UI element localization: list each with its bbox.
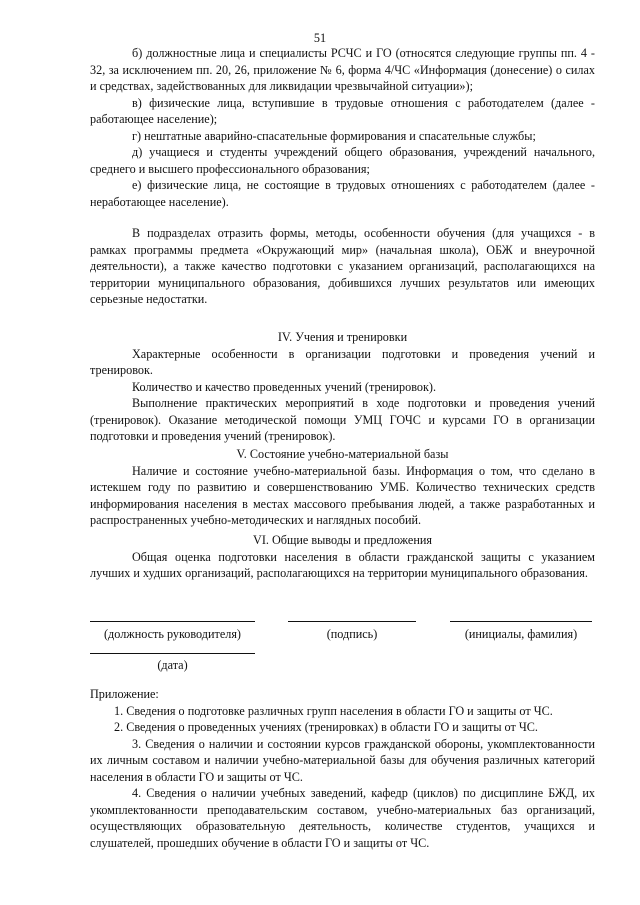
signature-caption: (подпись) [326, 627, 378, 641]
group-b: б) должностные лица и специалисты РСЧС и ГО (относятся следующие группы пп. 4 - 32, за исключением пп. 20, 26, приложение № 6, форма 4/ЧС «Информация (донесение) о силах и средствах, задействованных для ликвидации чрезвычайной ситуации»); [90, 46, 595, 93]
group-g: г) нештатные аварийно-спасательные формирования и спасательные службы; [132, 128, 536, 143]
section-6-title: VI. Общие выводы и предложения [253, 533, 432, 547]
section-5 [90, 446, 595, 529]
subsections-note [90, 225, 595, 308]
appendix [90, 686, 595, 851]
section-5-title: V. Состояние учебно-материальной базы [236, 447, 449, 461]
section-6-paragraph: Общая оценка подготовки населения в области гражданской защиты с указанием лучших и худших организаций, располагающихся на территории муниципального образования. [90, 549, 595, 580]
group-e: е) физические лица, не состоящие в трудовых отношениях с работодателем (далее - неработающее население). [90, 178, 595, 209]
section-4-paragraph: Выполнение практических мероприятий в ходе подготовки и проведения учений (тренировок). Оказание методической помощи УМЦ ГОЧС и курсами ГО в организации подготовки и проведения учений (тренировок). [90, 396, 595, 443]
signature-line [288, 621, 416, 622]
name-line [450, 621, 592, 622]
group-v: в) физические лица, вступившие в трудовые отношения с работодателем (далее - работающее население); [90, 95, 595, 126]
appendix-label: Приложение: [90, 687, 159, 701]
section-4-paragraph: Количество и качество проведенных учений (тренировок). [132, 379, 436, 394]
date-line [90, 653, 255, 654]
position-line [90, 621, 255, 622]
appendix-item: 3. Сведения о наличии и состоянии курсов гражданской обороны, укомплектованности их личным составом и наличии учебно-материальной базы для обучения различных категорий населения в области ГО и защиты от ЧС. [90, 736, 595, 784]
population-groups-list [90, 45, 595, 210]
section-4-paragraph: Характерные особенности в организации подготовки и проведения учений и тренировок. [90, 346, 595, 377]
appendix-item: 4. Сведения о наличии учебных заведений, кафедр (циклов) по дисциплине БЖД, их укомплектованности преподавательским составом, учебно-материальных баз организаций, осуществляющих образовательную деятельность, количестве студентов, учащихся и слушателей, прошедших обучение в области ГО и защиты от ЧС. [90, 786, 595, 850]
section-6 [90, 532, 595, 582]
subsections-paragraph: В подразделах отразить формы, методы, особенности обучения (для учащихся - в рамках программы предмета «Окружающий мир» (начальная школа), ОБЖ и внеурочной деятельности), а также качество подготовки с указанием организаций, располагающихся на территории муниципального образования, добившихся лучших результатов или имеющих серьезные недостатки. [90, 226, 595, 306]
appendix-item: 2. Сведения о проведенных учениях (тренировках) в области ГО и защиты от ЧС. [114, 720, 538, 734]
section-4-title: IV. Учения и тренировки [277, 330, 408, 344]
section-4 [90, 329, 595, 445]
appendix-item: 1. Сведения о подготовке различных групп населения в области ГО и защиты от ЧС. [114, 703, 553, 718]
section-5-paragraph: Наличие и состояние учебно-материальной базы. Информация о том, что сделано в истекшем году по развитию и совершенствованию УМБ. Количество технических средств информирования населения в местах массового пребывания людей, а также разработанных и распространенных учебно-методических и наглядных пособий. [90, 463, 595, 527]
date-caption: (дата) [157, 658, 188, 672]
position-caption: (должность руководителя) [104, 627, 241, 641]
page-number: 51 [313, 31, 327, 45]
name-caption: (инициалы, фамилия) [464, 627, 578, 641]
group-d: д) учащиеся и студенты учреждений общего образования, учреждений начального, среднего и высшего профессионального образования; [90, 145, 595, 176]
